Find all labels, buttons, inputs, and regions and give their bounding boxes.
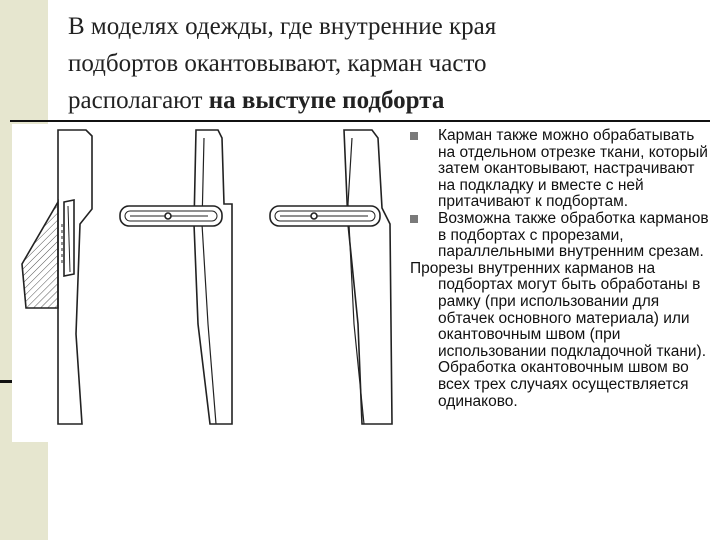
body-text	[410, 128, 710, 410]
pocket-drawing	[12, 124, 408, 442]
title-underline	[10, 120, 710, 122]
facing-variant-3	[270, 130, 392, 424]
bullet-item-1	[410, 128, 710, 211]
bullet-marker-icon	[410, 132, 418, 140]
slide-title	[68, 8, 698, 119]
bullet-marker-icon	[410, 215, 418, 223]
plain-paragraph	[410, 261, 710, 410]
title-line-3-normal: располагают	[68, 87, 209, 114]
bullet-text-2: Возможна также обработка карманов в подбортах с прорезами, параллельными внутренним срезам.	[438, 209, 709, 261]
paragraph-text: Прорезы внутренних карманов на подбортах могут быть обработаны в рамку (при использовании для обтачек основного материала) или окантовочным швом (при использовании подкладочной ткани). Обработка окантовочным швом во всех трех случаях осуществляется одинаково.	[410, 259, 707, 410]
bullet-text-1: Карман также можно обрабатывать на отдельном отрезке ткани, который затем окантовывают, настрачивают на подкладку и вместе с ней притачивают к подбортам.	[438, 127, 708, 211]
bullet-item-2	[410, 211, 710, 261]
title-line-3-bold: на выступе подборта	[208, 87, 445, 114]
pocket-illustration	[12, 124, 408, 442]
facing-variant-2	[120, 130, 232, 424]
facing-variant-1	[22, 130, 92, 424]
title-line-3	[68, 82, 698, 119]
title-line-2: подбортов окантовывают, карман часто	[68, 50, 487, 77]
title-line-1: В моделях одежды, где внутренние края	[68, 13, 497, 40]
